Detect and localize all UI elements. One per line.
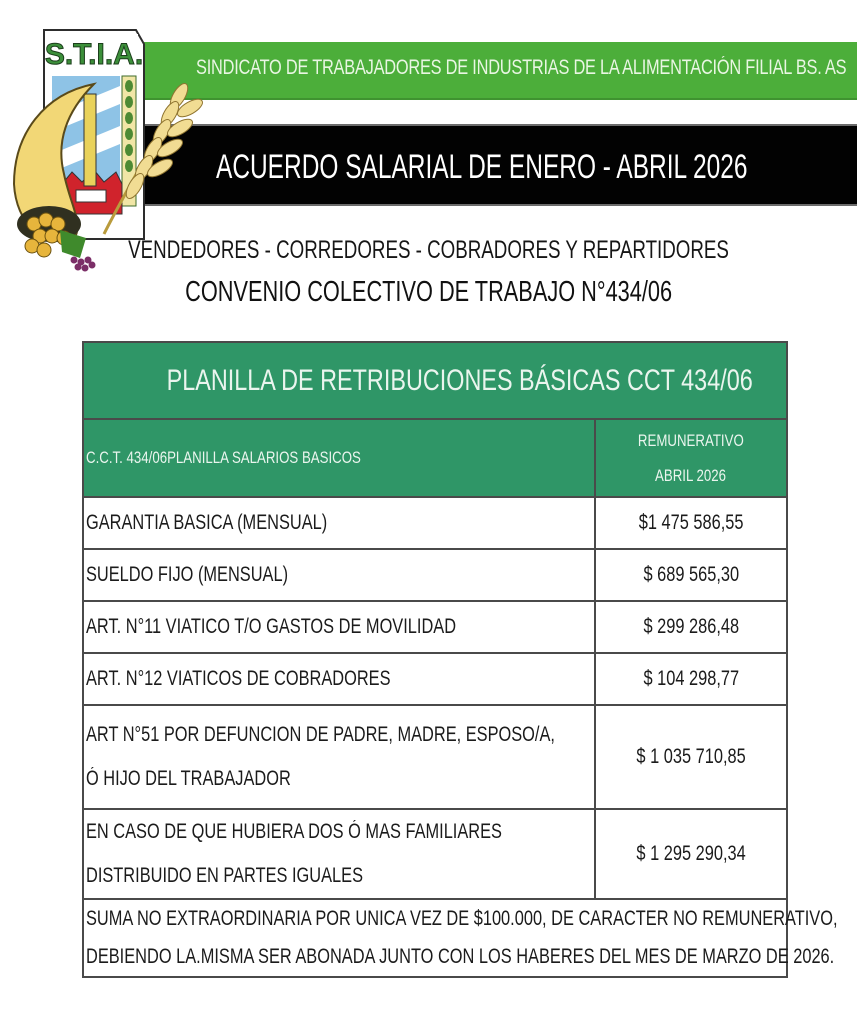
row-label: SUELDO FIJO (MENSUAL) (83, 549, 595, 601)
row-label: EN CASO DE QUE HUBIERA DOS Ó MAS FAMILIARES DISTRIBUIDO EN PARTES IGUALES (83, 809, 595, 899)
agreement-title-banner (120, 124, 857, 206)
column-header-amount: REMUNERATIVO ABRIL 2026 (595, 419, 787, 497)
table-row (83, 653, 787, 705)
union-name: SINDICATO DE TRABAJADORES DE INDUSTRIAS DE LA ALIMENTACIÓN FILIAL BS. AS (196, 56, 847, 79)
row-value: $1 475 586,55 (595, 497, 787, 549)
row-value: $ 689 565,30 (595, 549, 787, 601)
row-label: ART N°51 POR DEFUNCION DE PADRE, MADRE, ESPOSO/A, Ó HIJO DEL TRABAJADOR (83, 705, 595, 809)
agreement-title: ACUERDO SALARIAL DE ENERO - ABRIL 2026 (216, 148, 748, 186)
row-value: $ 104 298,77 (595, 653, 787, 705)
row-label: GARANTIA BASICA (MENSUAL) (83, 497, 595, 549)
row-label: ART. N°11 VIATICO T/O GASTOS DE MOVILIDAD (83, 601, 595, 653)
row-value: $ 1 295 290,34 (595, 809, 787, 899)
column-header-concept: C.C.T. 434/06PLANILLA SALARIOS BASICOS (83, 419, 595, 497)
table-header-row (83, 419, 787, 497)
row-value: $ 299 286,48 (595, 601, 787, 653)
agreement-number: CONVENIO COLECTIVO DE TRABAJO N°434/06 (185, 276, 672, 308)
table-footnote-row (83, 899, 787, 977)
row-label: ART. N°12 VIATICOS DE COBRADORES (83, 653, 595, 705)
row-value: $ 1 035 710,85 (595, 705, 787, 809)
table-row (83, 705, 787, 809)
table-row (83, 601, 787, 653)
table-row (83, 549, 787, 601)
table-row (83, 497, 787, 549)
table-title: PLANILLA DE RETRIBUCIONES BÁSICAS CCT 434/06 (83, 342, 787, 419)
worker-categories: VENDEDORES - CORREDORES - COBRADORES Y REPARTIDORES (128, 236, 729, 264)
table-row (83, 809, 787, 899)
logo-text: S.T.I.A. (44, 38, 144, 71)
salary-table (82, 341, 838, 978)
union-name-banner (136, 42, 857, 100)
footnote: SUMA NO EXTRAORDINARIA POR UNICA VEZ DE $100.000, DE CARACTER NO REMUNERATIVO, DEBIENDO LA.MISMA SER ABONADA JUNTO CON LOS HABERES DEL MES DE MARZO DE 2026. (83, 899, 787, 977)
